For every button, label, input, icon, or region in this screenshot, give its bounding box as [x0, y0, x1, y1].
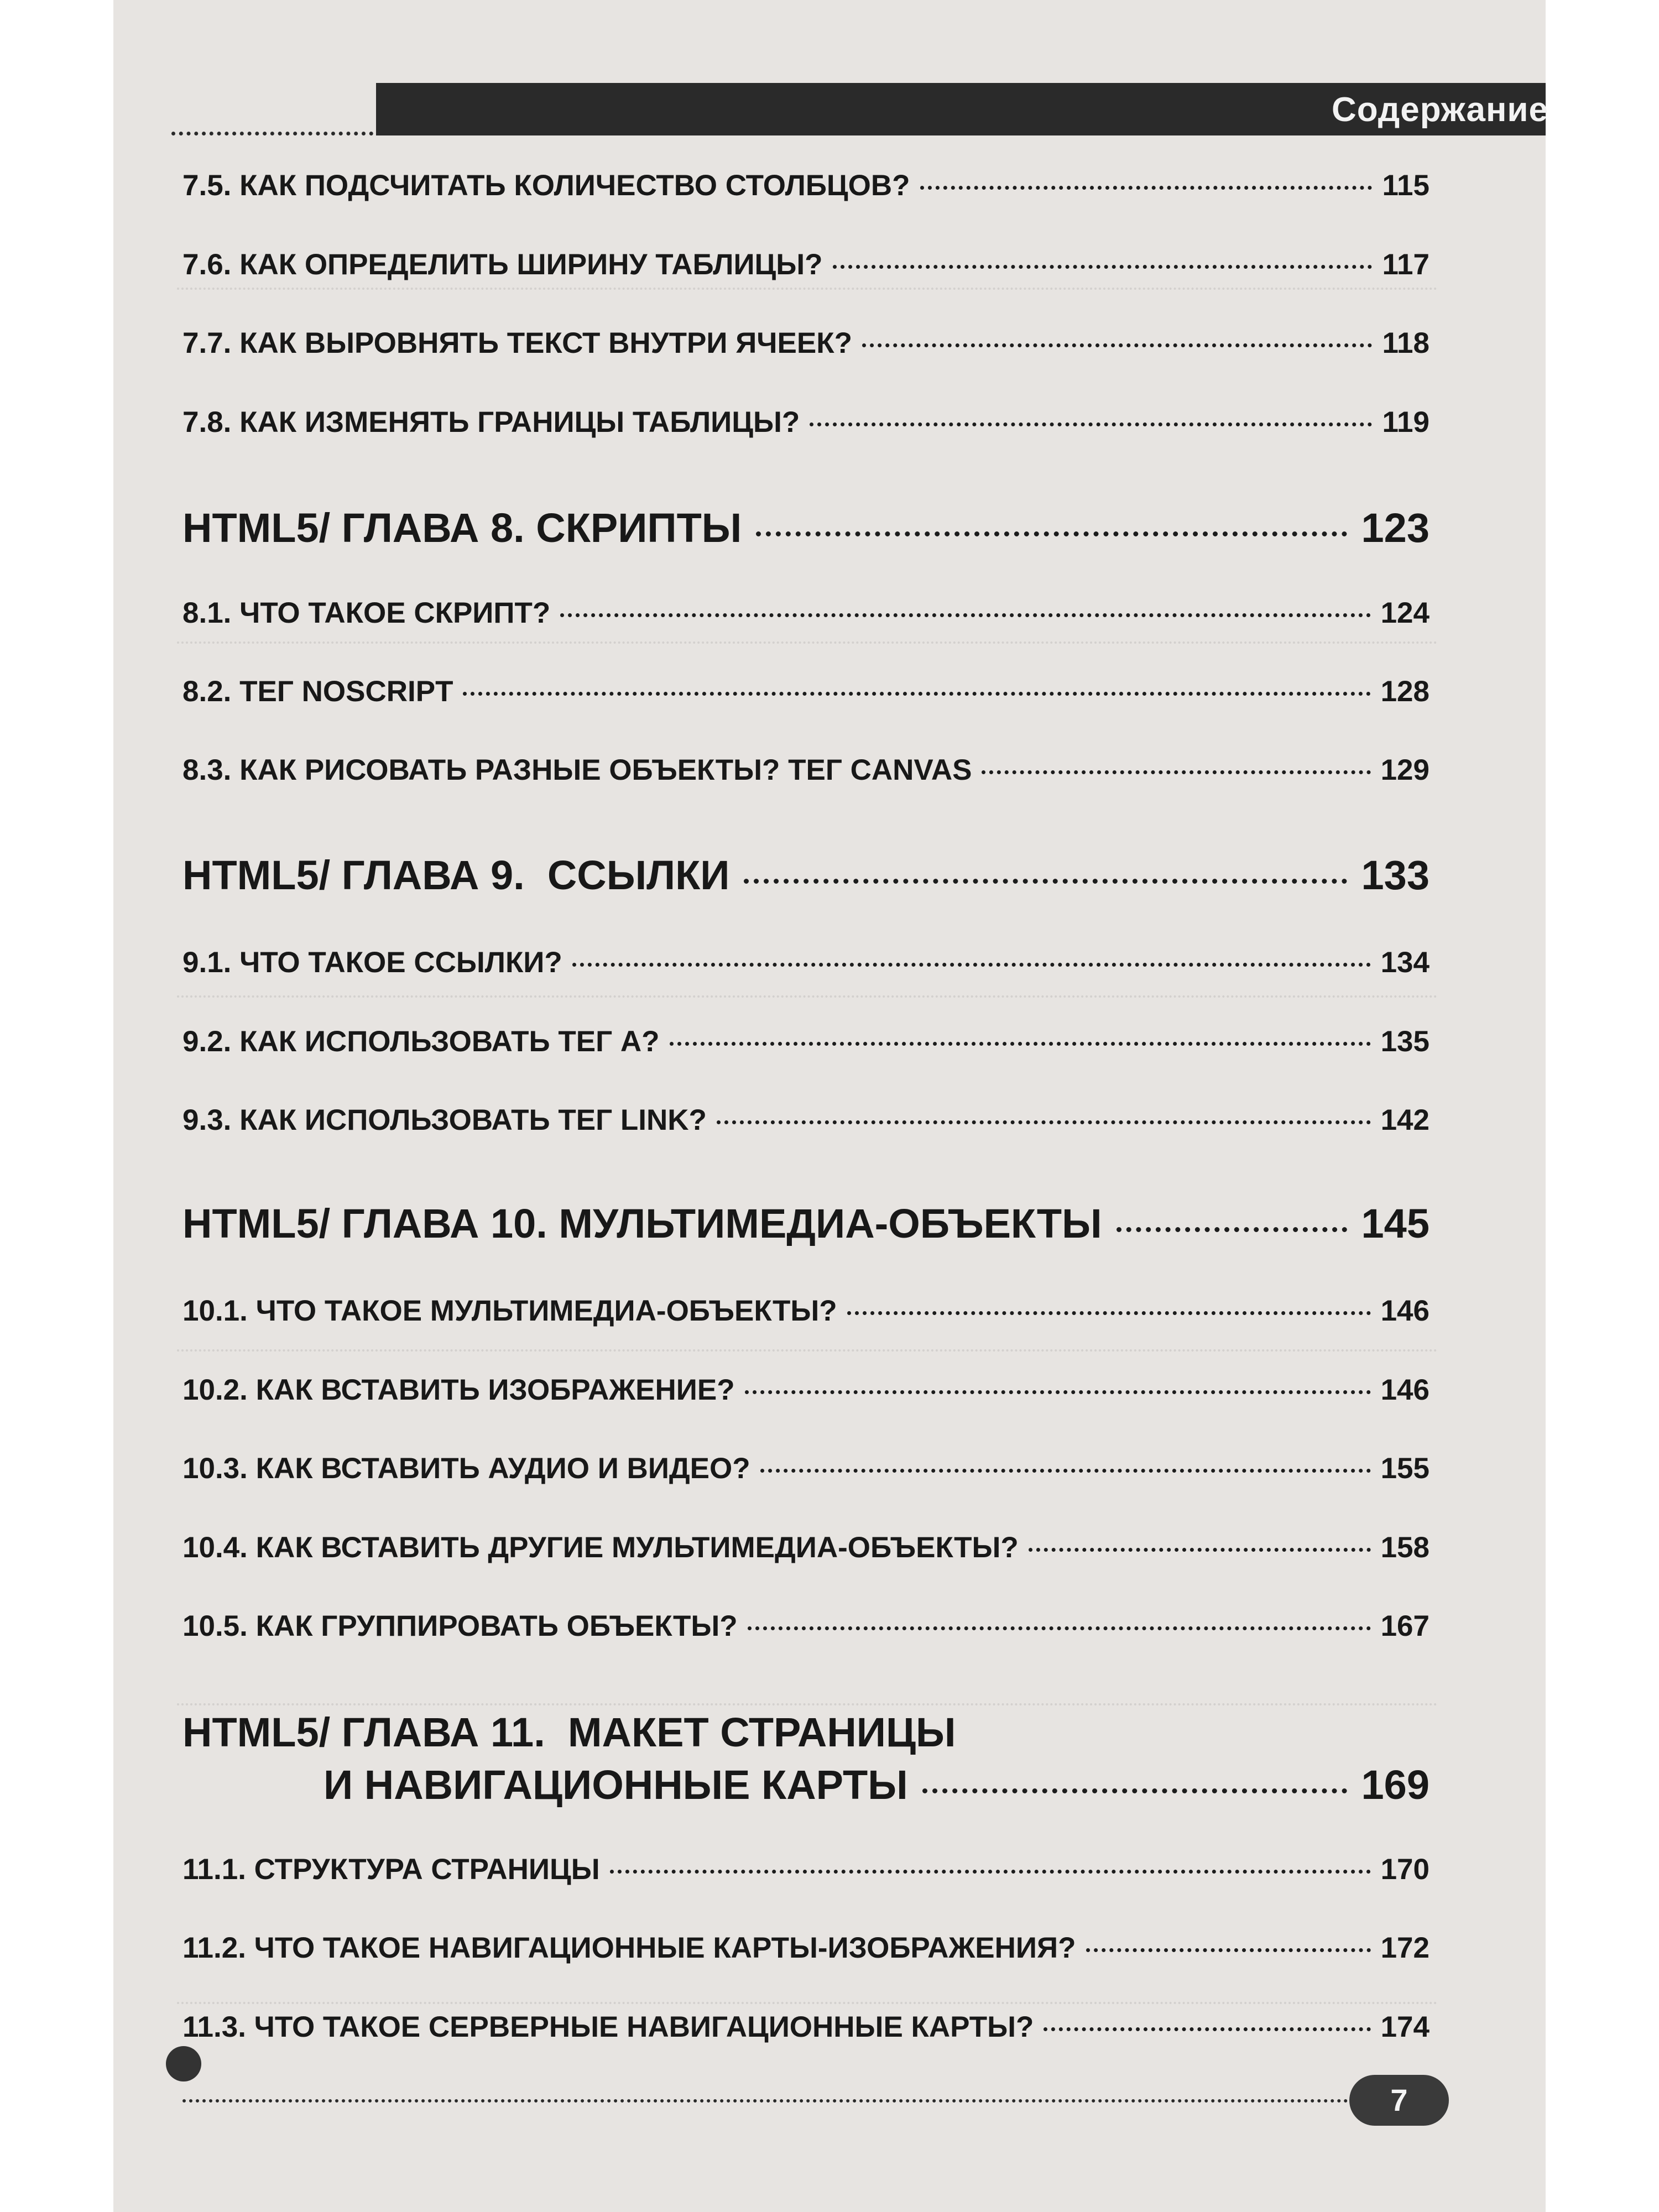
toc-entry-page: 128 [1380, 675, 1430, 708]
toc-chapter-page: 169 [1361, 1762, 1430, 1808]
page-number-badge: 7 [1349, 2075, 1449, 2126]
toc-entry-title: 11.1. СТРУКТУРА СТРАНИЦЫ [182, 1853, 600, 1886]
dot-leader [922, 1788, 1347, 1793]
bleed-through-line [177, 641, 1438, 651]
footer-bullet-icon [166, 2046, 201, 2081]
toc-entry-title: 11.2. ЧТО ТАКОЕ НАВИГАЦИОННЫЕ КАРТЫ-ИЗОБРАЖЕНИЯ? [182, 1932, 1076, 1964]
toc-entry-page: 158 [1380, 1531, 1430, 1564]
toc-chapter[interactable] [324, 1761, 1430, 1822]
toc-entry-title: 8.2. ТЕГ NOSCRIPT [182, 675, 453, 708]
dot-leader [760, 1469, 1371, 1473]
toc-entry-title: 10.2. КАК ВСТАВИТЬ ИЗОБРАЖЕНИЕ? [182, 1374, 735, 1406]
toc-entry[interactable] [182, 1294, 1430, 1338]
toc-entry[interactable] [182, 1931, 1430, 1975]
toc-entry-page: 118 [1382, 327, 1430, 359]
dot-leader [717, 1120, 1371, 1124]
toc-entry-page: 167 [1380, 1610, 1430, 1642]
toc-entry-page: 155 [1380, 1452, 1430, 1485]
toc-entry-title: 10.5. КАК ГРУППИРОВАТЬ ОБЪЕКТЫ? [182, 1610, 738, 1642]
toc-entry-page: 129 [1380, 754, 1430, 786]
toc-entry-title: 7.8. КАК ИЗМЕНЯТЬ ГРАНИЦЫ ТАБЛИЦЫ? [182, 406, 800, 439]
toc-chapter[interactable] [182, 504, 1430, 565]
toc-entry[interactable] [182, 1531, 1430, 1575]
toc-entry-page: 119 [1382, 406, 1430, 439]
toc-entry[interactable] [182, 1103, 1430, 1147]
dot-leader [1117, 1227, 1347, 1232]
toc-entry[interactable] [182, 753, 1430, 797]
dot-leader [670, 1042, 1371, 1046]
toc-entry-page: 172 [1380, 1932, 1430, 1964]
toc-entry[interactable] [182, 405, 1430, 450]
toc-entry[interactable] [182, 1452, 1430, 1496]
dot-leader [1044, 2027, 1370, 2031]
footer-dotted-rule [182, 2099, 1355, 2103]
toc-entry-title: 7.5. КАК ПОДСЧИТАТЬ КОЛИЧЕСТВО СТОЛБЦОВ? [182, 169, 910, 202]
dot-leader [744, 879, 1347, 884]
toc-entry-page: 146 [1380, 1374, 1430, 1406]
toc-entry-page: 135 [1380, 1025, 1430, 1058]
toc-entry-page: 117 [1382, 248, 1430, 281]
toc-entry-title: 10.4. КАК ВСТАВИТЬ ДРУГИЕ МУЛЬТИМЕДИА-ОБЪЕКТЫ? [182, 1531, 1019, 1564]
toc-entry[interactable] [182, 1025, 1430, 1069]
toc-entry[interactable] [182, 946, 1430, 990]
dot-leader [833, 265, 1373, 269]
dot-leader [560, 613, 1370, 617]
toc-chapter[interactable] [182, 852, 1430, 912]
toc-chapter-title: HTML5/ ГЛАВА 9. ССЫЛКИ [182, 852, 730, 898]
toc-entry-page: 174 [1380, 2011, 1430, 2043]
toc-chapter-title: HTML5/ ГЛАВА 10. МУЛЬТИМЕДИА-ОБЪЕКТЫ [182, 1201, 1102, 1246]
dot-leader [756, 531, 1347, 536]
toc-entry-page: 170 [1380, 1853, 1430, 1886]
dot-leader [810, 422, 1372, 426]
toc-entry[interactable] [182, 2010, 1430, 2054]
running-header-title: Содержание [1332, 91, 1548, 129]
toc-entry[interactable] [182, 169, 1430, 213]
toc-entry-title: 9.3. КАК ИСПОЛЬЗОВАТЬ ТЕГ LINK? [182, 1104, 707, 1136]
dot-leader [463, 692, 1370, 696]
toc-entry-title: 9.1. ЧТО ТАКОЕ ССЫЛКИ? [182, 946, 562, 979]
toc-entry-title: 7.6. КАК ОПРЕДЕЛИТЬ ШИРИНУ ТАБЛИЦЫ? [182, 248, 823, 281]
toc-entry[interactable] [182, 675, 1430, 719]
bleed-through-line [177, 1349, 1438, 1359]
header-dotted-rule [171, 132, 373, 135]
toc-entry-title: 10.1. ЧТО ТАКОЕ МУЛЬТИМЕДИА-ОБЪЕКТЫ? [182, 1295, 837, 1327]
toc-entry[interactable] [182, 248, 1430, 292]
dot-leader [610, 1870, 1371, 1874]
toc-entry[interactable] [182, 326, 1430, 371]
toc-entry-page: 115 [1382, 169, 1430, 202]
toc-entry-title: 10.3. КАК ВСТАВИТЬ АУДИО И ВИДЕО? [182, 1452, 750, 1485]
toc-chapter-page: 123 [1361, 505, 1430, 551]
bleed-through-line [177, 995, 1438, 1005]
dot-leader [1029, 1548, 1371, 1552]
dot-leader [920, 186, 1373, 190]
toc-entry[interactable] [182, 596, 1430, 640]
toc-chapter-title-line1[interactable]: HTML5/ ГЛАВА 11. МАКЕТ СТРАНИЦЫ [182, 1709, 956, 1755]
toc-entry[interactable] [182, 1373, 1430, 1417]
toc-chapter-title-line2: И НАВИГАЦИОННЫЕ КАРТЫ [324, 1762, 908, 1808]
toc-entry-page: 124 [1380, 597, 1430, 629]
toc-entry[interactable] [182, 1609, 1430, 1653]
toc-entry-title: 11.3. ЧТО ТАКОЕ СЕРВЕРНЫЕ НАВИГАЦИОННЫЕ КАРТЫ? [182, 2011, 1034, 2043]
dot-leader [745, 1390, 1371, 1394]
dot-leader [572, 963, 1371, 967]
dot-leader [847, 1311, 1371, 1315]
dot-leader [1086, 1948, 1371, 1952]
dot-leader [748, 1626, 1371, 1630]
toc-entry-title: 7.7. КАК ВЫРОВНЯТЬ ТЕКСТ ВНУТРИ ЯЧЕЕК? [182, 327, 852, 359]
toc-entry-title: 8.1. ЧТО ТАКОЕ СКРИПТ? [182, 597, 551, 629]
toc-entry-title: 8.3. КАК РИСОВАТЬ РАЗНЫЕ ОБЪЕКТЫ? ТЕГ CANVAS [182, 754, 972, 786]
toc-chapter-page: 145 [1361, 1201, 1430, 1246]
toc-entry-title: 9.2. КАК ИСПОЛЬЗОВАТЬ ТЕГ A? [182, 1025, 660, 1058]
toc-entry-page: 142 [1380, 1104, 1430, 1136]
toc-chapter[interactable] [182, 1200, 1430, 1261]
dot-leader [982, 770, 1370, 774]
toc-chapter-page: 133 [1361, 852, 1430, 898]
toc-entry[interactable] [182, 1853, 1430, 1897]
toc-entry-page: 146 [1380, 1295, 1430, 1327]
toc-entry-page: 134 [1380, 946, 1430, 979]
dot-leader [862, 343, 1373, 347]
toc-chapter-title: HTML5/ ГЛАВА 8. СКРИПТЫ [182, 505, 742, 551]
